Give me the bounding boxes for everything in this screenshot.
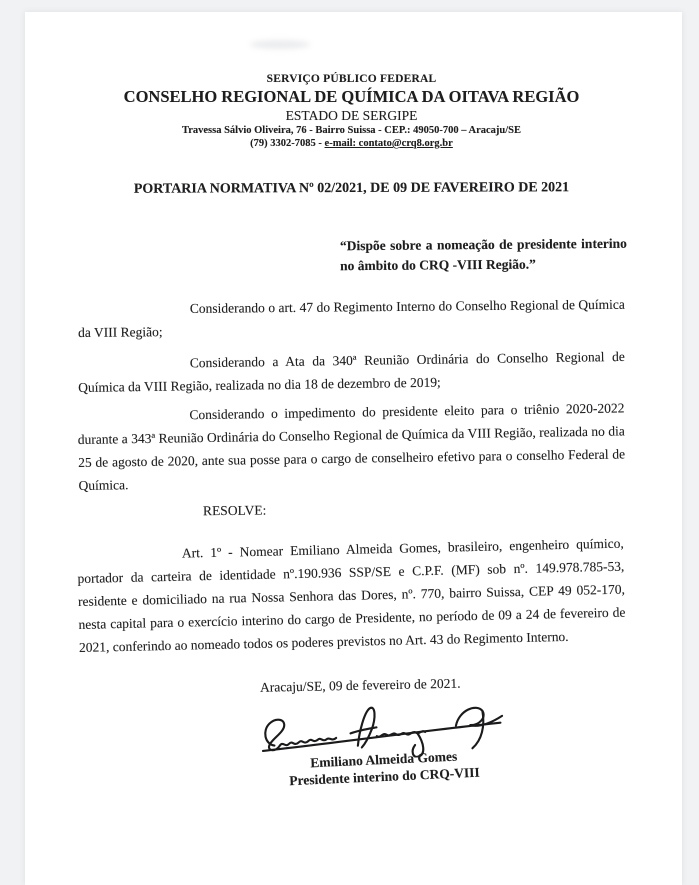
letterhead-service-line: SERVIÇO PÚBLICO FEDERAL [266,73,437,85]
scan-smudge [250,40,310,49]
letterhead [78,73,625,150]
document-content [25,73,682,789]
letterhead-email: e-mail: contato@crq8.org.br [324,138,453,149]
paragraph-considerando-2: Considerando a Ata da 340ª Reunião Ordinária do Conselho Regional de Química da VIII Região, realizada no dia 18 de dezembro de 2019; [78,348,625,395]
signature-block [216,694,550,794]
letterhead-address: Travessa Sálvio Oliveira, 76 - Bairro Suissa - CEP.: 49050-700 – Aracaju/SE [181,125,522,136]
signatory-role: Presidente interino do CRQ-VIII [288,764,481,789]
letterhead-phone: (79) 3302-7085 - [250,138,325,149]
epigraph-quote: “Dispõe sobre a nomeação de presidente interino no âmbito do CRQ -VIII Região.” [339,235,627,274]
letterhead-org-name: CONSELHO REGIONAL DE QUÍMICA DA OITAVA REGIÃO [123,87,580,106]
resolve-label: RESOLVE: [202,502,267,519]
letterhead-contact-line [78,137,625,150]
letterhead-state-line: ESTADO DE SERGIPE [285,108,418,123]
document-title: PORTARIA NORMATIVA Nº 02/2021, DE 09 DE FAVEREIRO DE 2021 [133,180,570,197]
document-page [25,12,682,885]
paragraph-article-1: Art. 1º - Nomear Emiliano Almeida Gomes, brasileiro, engenheiro químico, portador da carteira de identidade nº.190.936 SSP/SE e C.P.F. (MF) sob nº. 149.978.785-53, residente e domiciliado na rua Nossa Senhora das Dores, nº. 770, bairro Suissa, CEP 49 052-170, nesta capital para o exercício interino do cargo de Presidente, no período de 09 a 24 de fevereiro de 2021, conferindo ao nomeado todos os poderes previstos no Art. 43 do Regimento Interno. [77,535,626,655]
paragraph-considerando-1: Considerando o art. 47 do Regimento Interno do Conselho Regional de Química da VIII Região; [78,296,625,340]
paragraph-considerando-3: Considerando o impedimento do presidente eleito para o triênio 2020-2022 durante a 343ª Reunião Ordinária do Conselho Regional de Química da VIII Região, realizada no dia 25 de agosto de 2020, ante sua posse para o cargo de conselheiro efetivo para o conselho Federal de Química. [77,400,626,493]
dateline: Aracaju/SE, 09 de fevereiro de 2021. [259,675,461,695]
signatory-name: Emiliano Almeida Gomes [309,748,458,771]
